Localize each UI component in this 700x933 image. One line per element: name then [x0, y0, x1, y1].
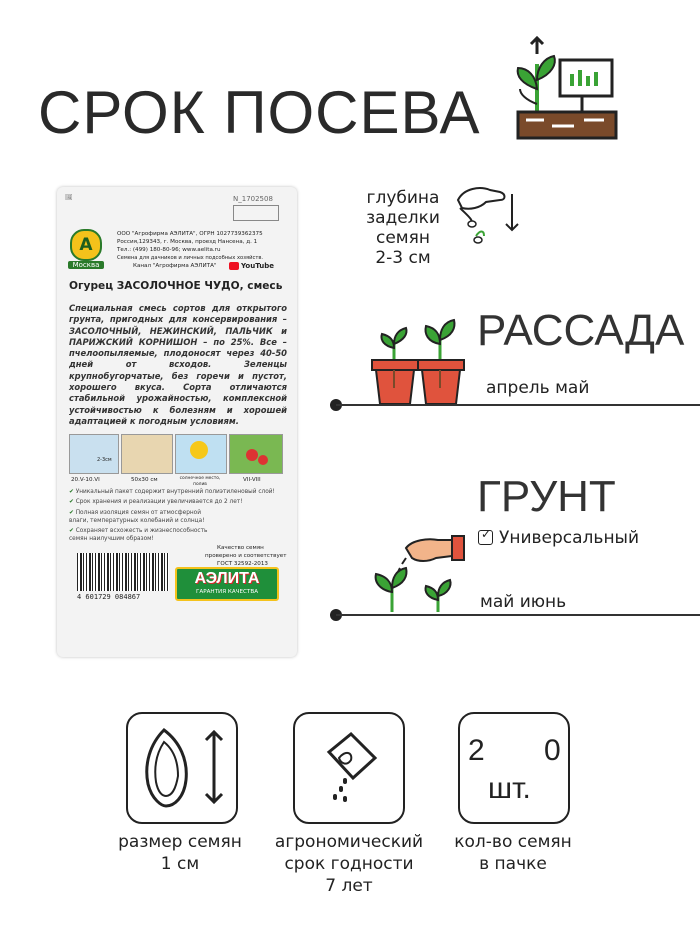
grunt-heading: ГРУНТ — [477, 472, 616, 521]
picto-label-3: VII-VIII — [243, 477, 261, 483]
company-line-4: Канал "Агрофирма АЭЛИТА" — [133, 263, 217, 269]
depth-line-1: глубина — [366, 188, 440, 208]
rassada-heading: РАССАДА — [477, 306, 685, 355]
bullet-2: ✔ Полная изоляция семян от атмосферной влаги, температурных колебаний и солнца! — [69, 510, 205, 524]
seed-packet-pour-icon — [295, 714, 403, 822]
seal-city: Москва — [68, 261, 104, 269]
picto-label-2: солнечное место, полив — [179, 476, 221, 487]
seed-count-box — [458, 712, 570, 824]
bullet-0: ✔ Уникальный пакет содержит внутренний полиэтиленовый слой! — [69, 489, 275, 495]
shelf-life-line-1: агрономический — [274, 832, 424, 852]
seed-count-line-1: кол-во семян — [454, 832, 572, 852]
quality-line-2: ГОСТ 32592-2013 — [217, 561, 268, 567]
page-title: СРОК ПОСЕВА — [38, 79, 481, 146]
brand-name: АЭЛИТА — [194, 570, 260, 587]
packet-code-box — [233, 205, 279, 221]
seed-packet-image: 🖼 N_1702508 A Москва ООО "Агрофирма АЭЛИТА", ОГРН 1027739362375 Россия,129343, г. Москва, проезд Нансена, д. 1 Тел.: (499) 180-80-96; www.aelita.ru Семена для дачников и личных подсобных хозяйств. Канал "Агрофирма АЭЛИТА" YouTube Огурец ЗАСОЛОЧНОЕ ЧУДО, смесь Специальная смесь сортов для открытого грунта, пригодных для консервирования – ЗАСОЛОЧНЫЙ, НЕЖИНСКИЙ, ПАЛЬЧИК и ПАРИЖСКИЙ КОРНИШОН – по 25%. Все – пчелоопыляемые, плодоносят через 40-50 дней от всходов. Зеленцы крупнобугорчатые, без горечи и пустот, хорошего вкуса. Сорта отличаются стабильной урожайностью, комплексной устойчивостью к болезням и хорошей адаптацией к погодным условиям. 2-3см 20.V-10.VI 50x30 см солнечное место, полив VII-VIII ✔ Уникальный пакет содержит внутренний полиэтиленовый слой! ✔ Срок хранения и реализации увеличивается до 2 лет! ✔ Полная изоляция семян от атмосферной влаги, температурных колебаний и солнца! ✔ Сохраняет всхожесть и жизнеспособность семян наилучшим образом! Качество семян проверено и соответствует ГОСТ 32592-2013 АЭЛИТА ГАРАНТИЯ КАЧЕСТВА 4 601729 084867 — [57, 187, 297, 657]
shelf-life-line-2: срок годности — [284, 854, 414, 874]
shelf-life-value: 7 лет — [325, 876, 373, 896]
company-line-1: Россия,129343, г. Москва, проезд Нансена, д. 1 — [117, 239, 258, 245]
quality-seal-icon: A — [70, 229, 102, 261]
rassada-months: апрель май — [486, 378, 590, 398]
youtube-label: YouTube — [241, 262, 274, 270]
quality-line-0: Качество семян — [217, 545, 264, 551]
bullet-1: ✔ Срок хранения и реализации увеличивается до 2 лет! — [69, 499, 243, 505]
seed-size-box — [126, 712, 238, 824]
picto-harvest — [229, 434, 283, 474]
barcode-number: 4 601729 084867 — [77, 593, 141, 601]
brand-logo — [175, 567, 279, 601]
depth-line-3: семян — [376, 228, 430, 248]
seed-size-label: размер семян — [118, 832, 242, 852]
soil-type-label: Универсальный — [499, 528, 640, 548]
company-line-2: Тел.: (499) 180-80-96; www.aelita.ru — [117, 247, 221, 253]
soil-type — [478, 528, 639, 548]
picto-depth-label: 2-3см — [97, 457, 112, 463]
seed-depth-icon — [450, 180, 522, 250]
barcode-icon — [77, 553, 169, 591]
checkbox-icon: ✓ — [478, 530, 493, 545]
product-description: Специальная смесь сортов для открытого грунта, пригодных для консервирования – ЗАСОЛОЧНЫЙ, НЕЖИНСКИЙ, ПАЛЬЧИК и ПАРИЖСКИЙ КОРНИШОН – по 25%. Все – пчелоопыляемые, плодоносят через 40-50 дней от всходов. Зеленцы крупнобугорчатые, без горечи и пустот, хорошего вкуса. Сорта отличаются стабильной урожайностью, комплексной устойчивостью к болезням и хорошей адаптацией к погодным условиям. — [69, 303, 287, 426]
picto-spacing — [121, 434, 173, 474]
seed-count-line-2: в пачке — [479, 854, 547, 874]
rassada-divider — [336, 404, 700, 406]
depth-line-2: заделки — [366, 208, 440, 228]
bullet-3: ✔ Сохраняет всхожесть и жизнеспособность семян наилучшим образом! — [69, 528, 208, 542]
sowing-icon — [512, 34, 622, 144]
seed-count-digit-1: 2 — [468, 734, 485, 767]
quality-line-1: проверено и соответствует — [205, 553, 287, 559]
picto-sun — [175, 434, 227, 474]
company-line-0: ООО "Агрофирма АЭЛИТА", ОГРН 1027739362375 — [117, 231, 263, 237]
seed-size-value: 1 см — [160, 854, 200, 874]
youtube-icon — [229, 262, 239, 270]
packet-code: N_1702508 — [233, 195, 273, 203]
seed-count-unit: шт. — [488, 772, 531, 805]
picto-sowing — [69, 434, 119, 474]
product-name: Огурец ЗАСОЛОЧНОЕ ЧУДО, смесь — [69, 280, 283, 292]
seedling-pots-icon — [368, 318, 472, 408]
seed-size-icon — [128, 714, 236, 822]
shelf-life-box — [293, 712, 405, 824]
seed-count-digit-2: 0 — [544, 734, 561, 767]
company-line-3: Семена для дачников и личных подсобных хозяйств. — [117, 255, 264, 261]
picto-label-1: 50x30 см — [131, 477, 158, 483]
picto-label-0: 20.V-10.VI — [71, 477, 100, 483]
depth-line-4: 2-3 см — [375, 248, 431, 268]
grunt-months: май июнь — [480, 592, 567, 612]
grunt-divider — [336, 614, 700, 616]
brand-sub: ГАРАНТИЯ КАЧЕСТВА — [195, 589, 259, 595]
planting-hand-icon — [372, 528, 472, 616]
